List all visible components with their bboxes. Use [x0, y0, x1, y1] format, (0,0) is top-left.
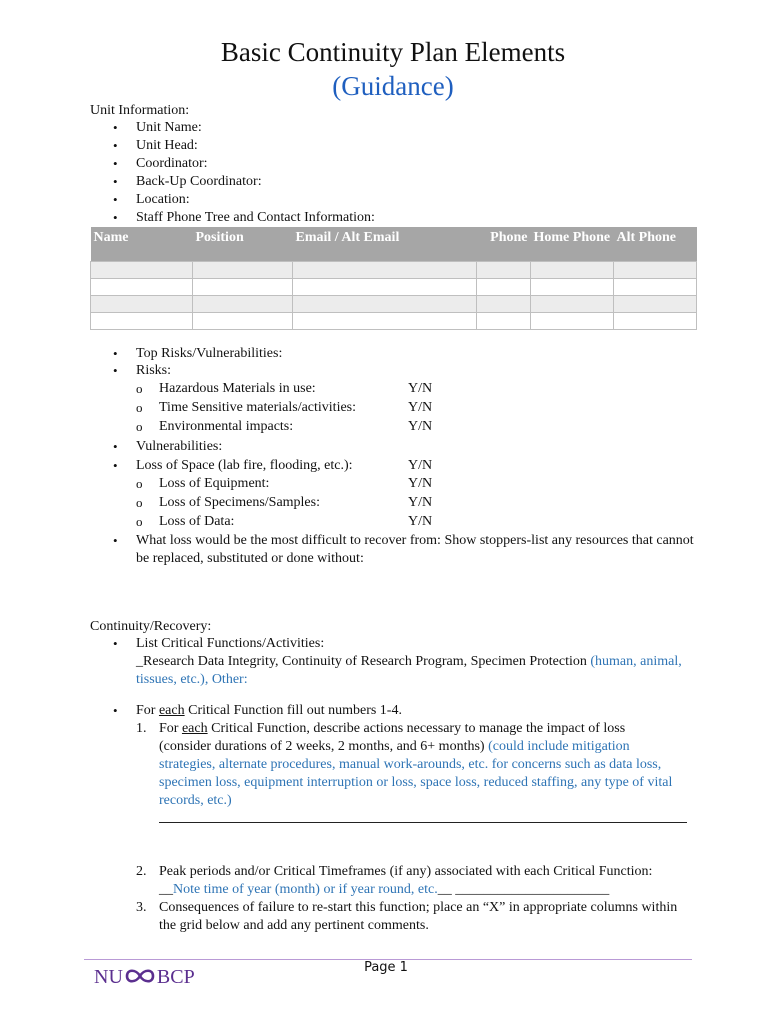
col-header-position: Position — [193, 227, 293, 261]
hazardous-materials-label: Hazardous Materials in use: — [159, 381, 316, 396]
table-cell[interactable] — [91, 261, 193, 278]
table-cell[interactable] — [614, 295, 697, 312]
bullet-icon: • — [113, 138, 118, 153]
circle-bullet-icon: o — [136, 476, 143, 491]
critical-functions-black: _Research Data Integrity, Continuity of Research Program, Specimen Protection — [136, 654, 591, 669]
table-cell[interactable] — [293, 295, 477, 312]
item-1-each: each — [181, 721, 208, 736]
table-cell[interactable] — [293, 312, 477, 329]
bullet-icon: • — [113, 636, 118, 651]
staff-contact-table — [90, 227, 697, 330]
table-cell[interactable] — [531, 295, 614, 312]
phone-tree-label: Staff Phone Tree and Contact Information: — [136, 210, 375, 225]
table-cell[interactable] — [614, 261, 697, 278]
table-cell[interactable] — [91, 295, 193, 312]
bullet-icon: • — [113, 192, 118, 207]
continuity-heading: Continuity/Recovery: — [90, 619, 212, 634]
time-sensitive-yn: Y/N — [408, 400, 433, 415]
loss-of-data-yn: Y/N — [408, 514, 433, 529]
item-2-note — [159, 881, 609, 899]
item-1-blue: (could include mitigation strategies, alternate procedures, manual work-arounds, etc. for concerns such as data loss, specimen loss, equipment interruption or loss, space loss, reduced staffing, any type of vital records, etc.) — [159, 739, 673, 808]
document-title: Basic Continuity Plan Elements — [220, 37, 566, 67]
environmental-label: Environmental impacts: — [159, 419, 294, 434]
bullet-icon: • — [113, 363, 118, 378]
item-2-post: __ ______________________ — [437, 882, 610, 897]
table-cell[interactable] — [293, 278, 477, 295]
for-each-underline: each — [158, 703, 185, 718]
table-cell[interactable] — [614, 312, 697, 329]
bullet-icon: • — [113, 458, 118, 473]
unit-head-label: Unit Head: — [136, 138, 198, 153]
critical-functions-text — [136, 653, 692, 689]
list-critical-functions-label: List Critical Functions/Activities: — [136, 636, 325, 651]
bullet-icon: • — [113, 703, 118, 718]
item-1-pre: For — [159, 721, 182, 736]
col-header-phone: Phone — [477, 227, 531, 261]
location-label: Location: — [136, 192, 190, 207]
bullet-icon: • — [113, 346, 118, 361]
unit-info-heading: Unit Information: — [90, 103, 190, 118]
item-2-pre: __ — [159, 882, 173, 897]
bullet-icon: • — [113, 156, 118, 171]
item-1-black: Critical Function, describe actions necessary to manage the impact of loss (consider durations of 2 weeks, 2 months, and 6+ months) — [159, 721, 626, 754]
circle-bullet-icon: o — [136, 514, 143, 529]
for-each-post: Critical Function fill out numbers 1-4. — [184, 703, 402, 718]
coordinator-label: Coordinator: — [136, 156, 208, 171]
table-cell[interactable] — [531, 261, 614, 278]
loss-of-space-yn: Y/N — [408, 458, 433, 473]
bullet-icon: • — [113, 210, 118, 225]
col-header-alt-phone: Alt Phone — [614, 227, 697, 261]
table-cell[interactable] — [477, 261, 531, 278]
loss-of-specimens-label: Loss of Specimens/Samples: — [159, 495, 320, 510]
table-cell[interactable] — [91, 278, 193, 295]
time-sensitive-label: Time Sensitive materials/activities: — [159, 400, 357, 415]
circle-bullet-icon: o — [136, 419, 143, 434]
item-3-text: Consequences of failure to re-start this function; place an “X” in appropriate columns within the grid below and add any pertinent comments. — [159, 900, 678, 933]
loss-of-specimens-yn: Y/N — [408, 495, 433, 510]
table-row — [91, 312, 697, 329]
hazardous-materials-yn: Y/N — [408, 381, 433, 396]
loss-of-data-label: Loss of Data: — [159, 514, 235, 529]
backup-coordinator-label: Back-Up Coordinator: — [136, 174, 262, 189]
item-number-3: 3. — [136, 900, 147, 915]
table-cell[interactable] — [614, 278, 697, 295]
table-cell[interactable] — [477, 312, 531, 329]
table-cell[interactable] — [193, 312, 293, 329]
item-number-2: 2. — [136, 864, 147, 879]
table-header-row — [91, 227, 697, 261]
item-2-blue: Note time of year (month) or if year round, etc. — [173, 882, 438, 897]
item-number-1: 1. — [136, 721, 147, 736]
top-risks-label: Top Risks/Vulnerabilities: — [136, 346, 283, 361]
bullet-icon: • — [113, 533, 118, 548]
table-row — [91, 261, 697, 278]
bullet-icon: • — [113, 174, 118, 189]
table-cell[interactable] — [91, 312, 193, 329]
col-header-name: Name — [91, 227, 193, 261]
item-2-text: Peak periods and/or Critical Timeframes (if any) associated with each Critical Function: — [159, 864, 653, 879]
for-each-instruction — [136, 702, 402, 720]
table-cell[interactable] — [477, 278, 531, 295]
circle-bullet-icon: o — [136, 400, 143, 415]
loss-of-equipment-label: Loss of Equipment: — [159, 476, 270, 491]
vulnerabilities-label: Vulnerabilities: — [136, 439, 223, 454]
bullet-icon: • — [113, 439, 118, 454]
answer-line[interactable] — [159, 822, 687, 823]
logo-text-left: NU — [94, 966, 123, 988]
risks-label: Risks: — [136, 363, 172, 378]
loss-of-equipment-yn: Y/N — [408, 476, 433, 491]
page-number: Page 1 — [364, 960, 408, 975]
table-cell[interactable] — [193, 261, 293, 278]
table-cell[interactable] — [293, 261, 477, 278]
item-1-text — [159, 720, 679, 810]
col-header-home-phone: Home Phone — [531, 227, 614, 261]
circle-bullet-icon: o — [136, 381, 143, 396]
table-cell[interactable] — [531, 312, 614, 329]
unit-name-label: Unit Name: — [136, 120, 202, 135]
table-cell[interactable] — [531, 278, 614, 295]
bullet-icon: • — [113, 120, 118, 135]
table-cell[interactable] — [477, 295, 531, 312]
critical-functions-blue: (human, animal, tissues, etc.), Other: — [136, 654, 682, 687]
table-row — [91, 295, 697, 312]
most-difficult-loss-question: What loss would be the most difficult to recover from: Show stoppers-list any resources that cannot be replaced, substituted or done without: — [136, 533, 694, 566]
table-row — [91, 278, 697, 295]
document-subtitle: (Guidance) — [332, 71, 454, 101]
table-cell[interactable] — [193, 278, 293, 295]
loss-of-space-label: Loss of Space (lab fire, flooding, etc.): — [136, 458, 353, 473]
logo-text-right: BCP — [156, 966, 195, 988]
environmental-yn: Y/N — [408, 419, 433, 434]
for-each-pre: For — [136, 703, 159, 718]
col-header-email: Email / Alt Email — [293, 227, 477, 261]
circle-bullet-icon: o — [136, 495, 143, 510]
table-cell[interactable] — [193, 295, 293, 312]
